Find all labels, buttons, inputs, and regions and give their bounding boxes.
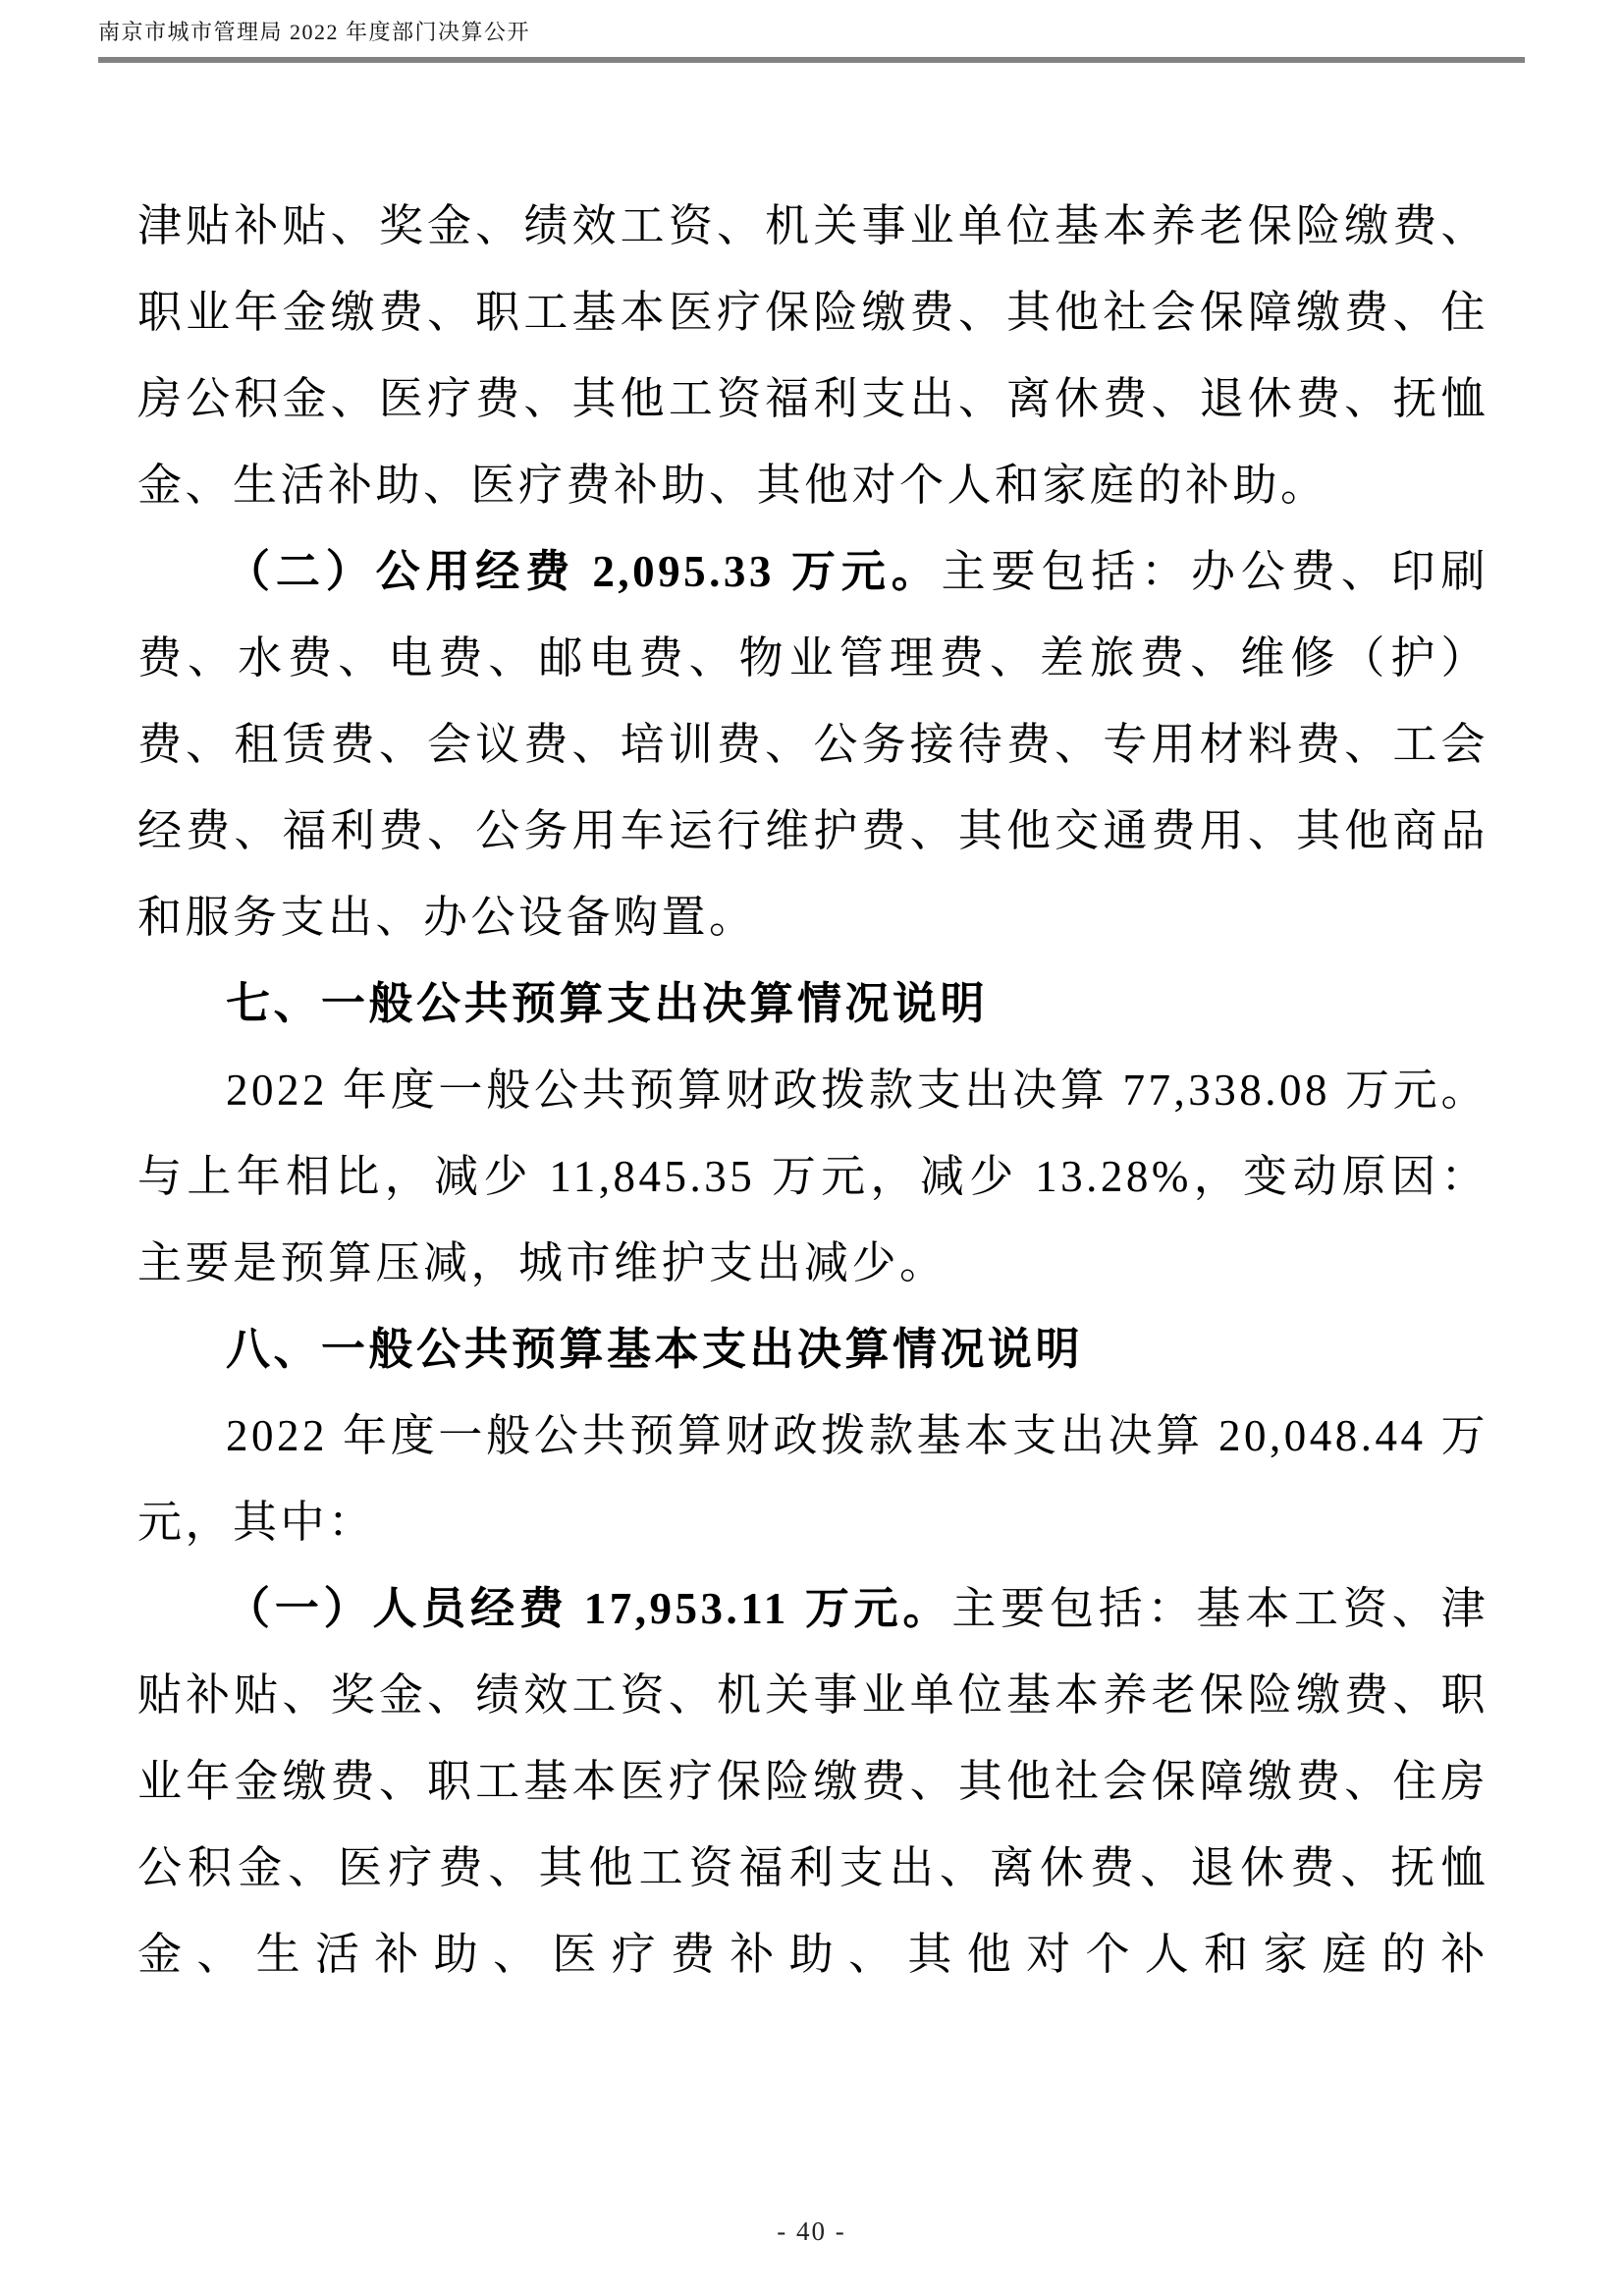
- heading-text: 七、一般公共预算支出决算情况说明: [226, 979, 989, 1028]
- document-body: [137, 183, 1488, 1997]
- text-segment: 2022 年度一般公共预算财政拨款支出决算 77,338.08 万元。与上年相比，减少 11,845.35 万元，减少 13.28%，变动原因：主要是预算压减，城市维护支出减少。: [137, 1066, 1488, 1287]
- header-title: 南京市城市管理局 2022 年度部门决算公开: [98, 20, 531, 44]
- text-segment: 主要包括：基本工资、津贴补贴、奖金、绩效工资、机关事业单位基本养老保险缴费、职业年金缴费、职工基本医疗保险缴费、其他社会保障缴费、住房公积金、医疗费、其他工资福利支出、离休费、退休费、抚恤金、生活补助、医疗费补助、其他对个人和家庭的补: [137, 1584, 1488, 1979]
- page-footer: [0, 2216, 1623, 2247]
- heading-text: 八、一般公共预算基本支出决算情况说明: [226, 1325, 1084, 1374]
- text-segment-bold: （二）公用经费 2,095.33 万元。: [226, 547, 942, 596]
- section-heading: [137, 1306, 1488, 1393]
- paragraph: [137, 1565, 1488, 1997]
- paragraph: [137, 183, 1488, 528]
- text-segment: 主要包括：办公费、印刷费、水费、电费、邮电费、物业管理费、差旅费、维修（护）费、租赁费、会议费、培训费、公务接待费、专用材料费、工会经费、福利费、公务用车运行维护费、其他交通费用、其他商品和服务支出、办公设备购置。: [137, 547, 1488, 942]
- paragraph: [137, 528, 1488, 960]
- section-heading: [137, 960, 1488, 1047]
- page-number: - 40 -: [777, 2216, 846, 2246]
- text-segment: 津贴补贴、奖金、绩效工资、机关事业单位基本养老保险缴费、职业年金缴费、职工基本医疗保险缴费、其他社会保障缴费、住房公积金、医疗费、其他工资福利支出、离休费、退休费、抚恤金、生活补助、医疗费补助、其他对个人和家庭的补助。: [137, 201, 1488, 510]
- text-segment-bold: （一）人员经费 17,953.11 万元。: [226, 1584, 952, 1633]
- header-rule: [98, 57, 1525, 63]
- paragraph: [137, 1393, 1488, 1565]
- paragraph: [137, 1047, 1488, 1306]
- text-segment: 2022 年度一般公共预算财政拨款基本支出决算 20,048.44 万元，其中：: [137, 1411, 1488, 1547]
